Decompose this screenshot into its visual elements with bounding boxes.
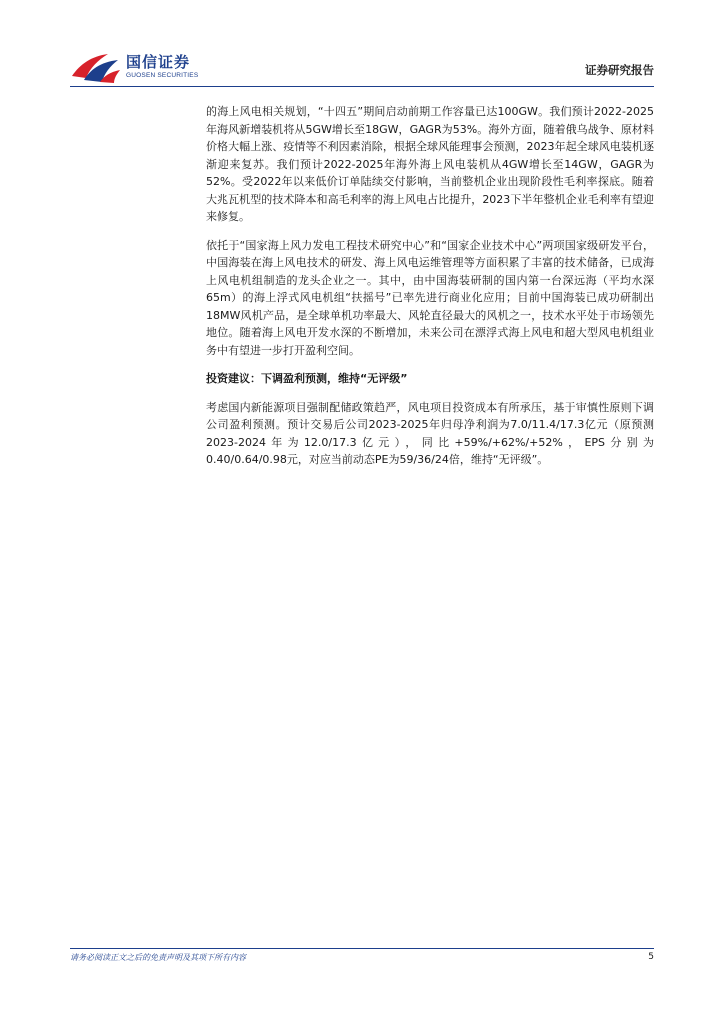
page-header — [0, 0, 724, 90]
footer-disclaimer: 请务必阅读正文之后的免责声明及其项下所有内容 — [70, 953, 246, 962]
paragraph-market-outlook: 的海上风电相关规划，“十四五”期间启动前期工作容量已达100GW。我们预计2022-2025年海风新增装机将从5GW增长至18GW，GAGR为53%。海外方面，随着俄乌战争、原材料价格大幅上涨、疫情等不利因素消除，根据全球风能理事会预测，2023年起全球风电装机逐渐迎来复苏。我们预计2022-2025年海外海上风电装机从4GW增长至14GW，GAGR为52%。受2022年以来低价订单陆续交付影响，当前整机企业出现阶段性毛利率探底。随着大兆瓦机型的技术降本和高毛利率的海上风电占比提升，2023下半年整机企业毛利率有望迎来修复。 — [206, 105, 654, 223]
logo-chinese-name: 国信证券 — [126, 53, 191, 71]
guosen-logo-icon — [70, 50, 122, 84]
page-number: 5 — [648, 952, 654, 962]
footer-divider — [70, 948, 654, 949]
company-logo — [70, 50, 198, 84]
section-heading-investment-advice: 投资建议：下调盈利预测，维持“无评级” — [206, 372, 408, 385]
logo-english-name: GUOSEN SECURITIES — [126, 72, 199, 79]
paragraph-earnings-forecast: 考虑国内新能源项目强制配储政策趋严，风电项目投资成本有所承压，基于审慎性原则下调公司盈利预测。预计交易后公司2023-2025年归母净利润为7.0/11.4/17.3亿元（原预测2023-2024年为12.0/17.3亿元），同比+59%/+62%/+52%，EPS分别为0.40/0.64/0.98元，对应当前动态PE为59/36/24倍，维持“无评级”。 — [206, 400, 654, 466]
header-divider — [70, 86, 654, 87]
report-type-label: 证券研究报告 — [585, 63, 654, 77]
main-content — [206, 103, 654, 469]
paragraph-company-technology: 依托于“国家海上风力发电工程技术研究中心”和“国家企业技术中心”两项国家级研发平台，中国海装在海上风电技术的研发、海上风电运维管理等方面积累了丰富的技术储备，已成海上风电机组制造的龙头企业之一。其中，由中国海装研制的国内第一台深远海（平均水深65m）的海上浮式风电机组“扶摇号”已率先进行商业化应用；目前中国海装已成功研制出18MW风机产品，是全球单机功率最大、风轮直径最大的风机之一，技术水平处于市场领先地位。随着海上风电开发水深的不断增加，未来公司在漂浮式海上风电和超大型风电机组业务中有望进一步打开盈利空间。 — [206, 238, 654, 357]
